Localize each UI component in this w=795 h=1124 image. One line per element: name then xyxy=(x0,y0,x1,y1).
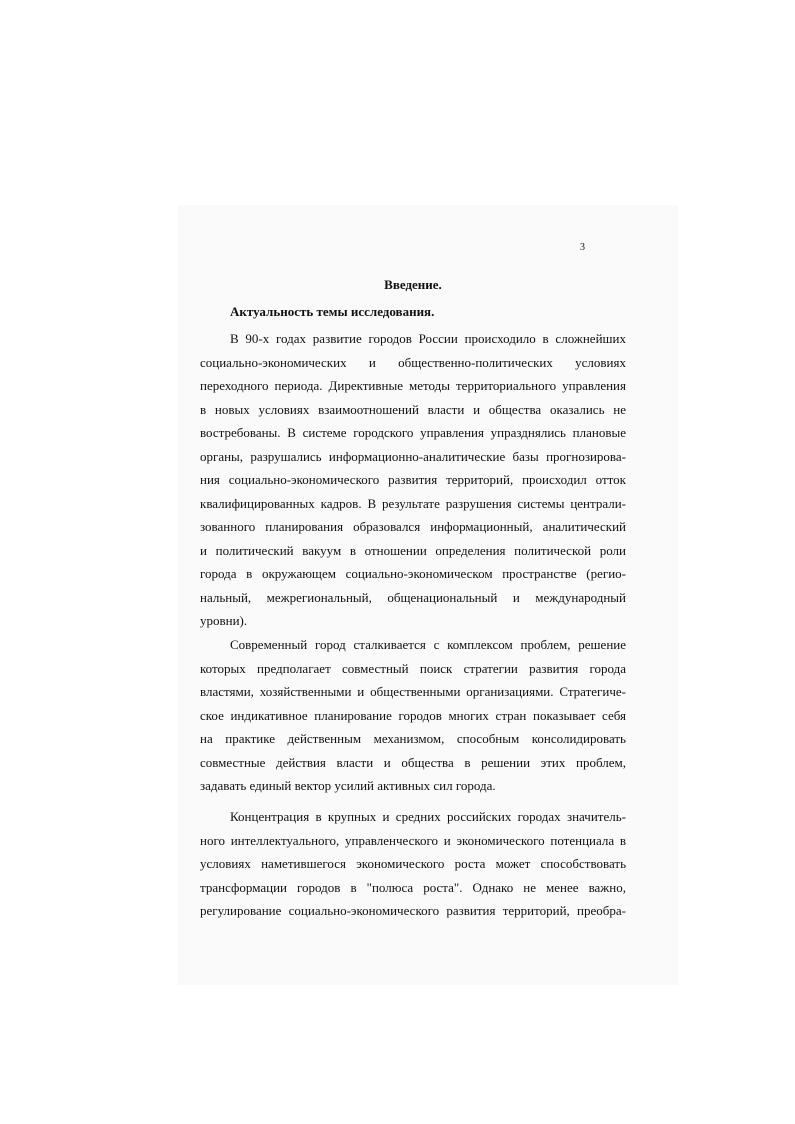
text-line: ного интеллектуального, управленческого и экономического потенциала в xyxy=(200,832,626,848)
text-line: переходного периода. Директивные методы территориального управления xyxy=(200,378,626,393)
text-line: регулирование социально-экономического развития территорий, преобра- xyxy=(200,903,626,918)
text-line: задавать единый вектор усилий активных сил города. xyxy=(200,778,496,793)
text-line: социально-экономических и общественно-политических условиях xyxy=(200,354,626,370)
text-line: и политический вакуум в отношении определения политической роли xyxy=(200,542,626,558)
text-line: ния социально-экономического развития территорий, происходил отток xyxy=(200,472,626,487)
subsection-title: Актуальность темы исследования. xyxy=(230,304,435,319)
section-title: Введение. xyxy=(384,277,442,292)
text-line: востребованы. В системе городского управления упразднялись плановые xyxy=(200,425,626,440)
text-line: условиях наметившегося экономического роста может способствовать xyxy=(200,856,626,871)
text-line: зованного планирования образовался информационный, аналитический xyxy=(200,519,626,534)
paragraph-3 xyxy=(200,805,626,923)
text-line: квалифицированных кадров. В результате разрушения системы централи- xyxy=(200,495,626,511)
text-line: ское индикативное планирование городов многих стран показывает себя xyxy=(200,707,626,723)
paragraph-2 xyxy=(200,633,626,798)
text-line: Концентрация в крупных и средних российских городах значитель- xyxy=(230,809,626,824)
text-line: трансформации городов в "полюса роста". Однако не менее важно, xyxy=(200,879,626,895)
text-line: на практике действенным механизмом, способным консолидировать xyxy=(200,731,626,746)
paragraph-1 xyxy=(200,327,626,633)
text-line: совместные действия власти и общества в решении этих проблем, xyxy=(200,754,626,770)
text-line: в новых условиях взаимоотношений власти и общества оказались не xyxy=(200,401,626,417)
page-number: 3 xyxy=(580,242,585,253)
text-line: Современный город сталкивается с комплексом проблем, решение xyxy=(230,637,626,652)
text-line: города в окружающем социально-экономическом пространстве (регио- xyxy=(200,566,626,581)
text-line: органы, разрушались информационно-аналитические базы прогнозирова- xyxy=(200,448,626,464)
text-line: властями, хозяйственными и общественными организациями. Стратегиче- xyxy=(200,684,626,699)
text-line: В 90-х годах развитие городов России происходило в сложнейших xyxy=(230,331,626,346)
text-line: уровни). xyxy=(200,613,248,628)
text-line: которых предполагает совместный поиск стратегии развития города xyxy=(200,660,626,676)
text-line: нальный, межрегиональный, общенациональный и международный xyxy=(200,589,626,605)
